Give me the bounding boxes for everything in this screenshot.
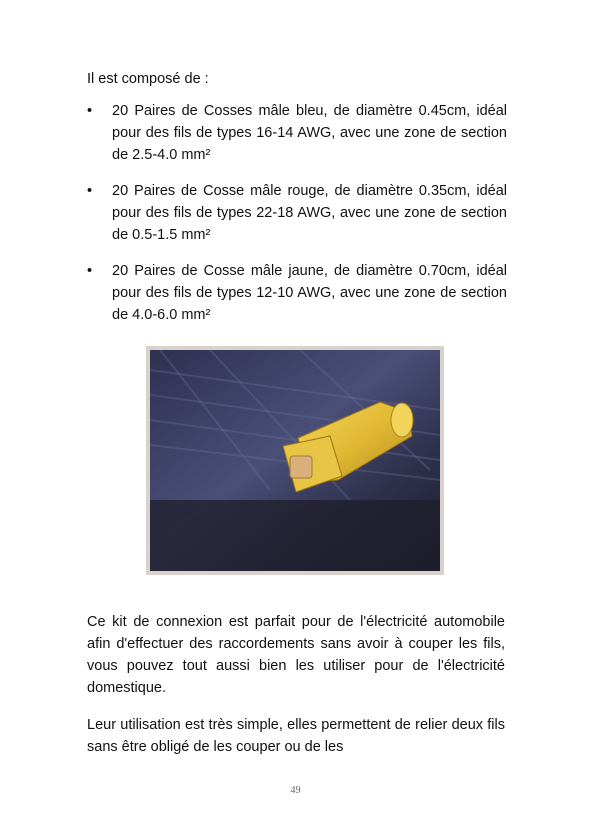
paragraph: Ce kit de connexion est parfait pour de l'électricité automobile afin d'effectuer des raccordements sans avoir à couper les fils, vous pouvez tout aussi bien les utiliser pour de l'électricité domestique.: [87, 614, 505, 696]
page-number: 49: [290, 785, 301, 796]
yellow-connector-photo-icon: [150, 350, 440, 571]
bullet-marker: •: [87, 183, 93, 199]
bullet-item: [87, 260, 507, 326]
bullet-marker: •: [87, 103, 93, 119]
bullet-marker: •: [87, 263, 93, 279]
intro-text: Il est composé de :: [87, 71, 209, 87]
bullet-item: [87, 180, 507, 246]
bullet-list: [87, 100, 507, 340]
connector-photo: [146, 346, 444, 575]
bullet-item: [87, 100, 507, 166]
paragraph: Leur utilisation est très simple, elles permettent de relier deux fils sans être obligé de les couper ou de les: [87, 717, 505, 755]
bullet-text: 20 Paires de Cosses mâle bleu, de diamètre 0.45cm, idéal pour des fils de types 16-14 AWG, avec une zone de section de 2.5-4.0 mm²: [112, 103, 507, 163]
bullet-text: 20 Paires de Cosse mâle rouge, de diamètre 0.35cm, idéal pour des fils de types 22-18 AWG, avec une zone de section de 0.5-1.5 mm²: [112, 183, 507, 243]
bullet-text: 20 Paires de Cosse mâle jaune, de diamètre 0.70cm, idéal pour des fils de types 12-10 AWG, avec une zone de section de 4.0-6.0 mm²: [112, 263, 507, 323]
